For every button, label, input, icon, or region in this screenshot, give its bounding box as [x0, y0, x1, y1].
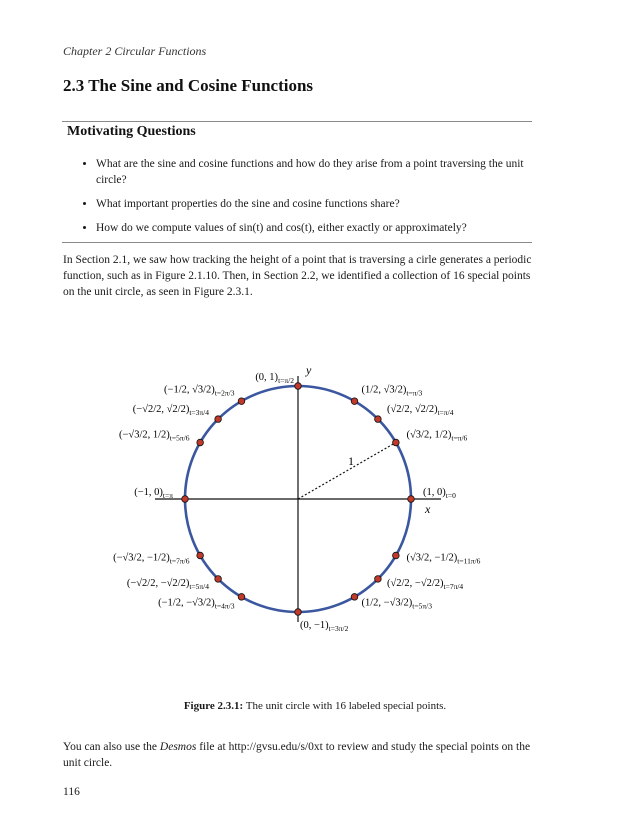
question-item: • What are the sine and cosine functions and how do they arise from a point traversing the unit circle?	[96, 156, 551, 188]
point-t-value: t=π/2	[278, 376, 294, 385]
point-coords: (√3/2, −1/2)	[406, 552, 458, 564]
special-point	[351, 594, 358, 601]
point-t-value: t=3π/4	[189, 408, 210, 418]
special-point	[375, 416, 382, 423]
radius-line	[298, 443, 396, 500]
point-coords: (√2/2, −√2/2)	[386, 577, 444, 589]
point-coords: (√2/2, √2/2)	[386, 404, 438, 416]
caption-text: The unit circle with 16 labeled special points.	[245, 700, 447, 712]
point-coords: (√3/2, 1/2)	[406, 429, 452, 441]
point-t-value: t=0	[445, 491, 456, 500]
point-label	[255, 372, 294, 385]
point-label	[423, 487, 456, 500]
point-t-value: t=7π/6	[169, 556, 190, 566]
x-axis-label: x	[425, 502, 431, 516]
point-t-value: t=π/4	[437, 408, 454, 418]
special-point	[295, 609, 302, 616]
point-t-value: t=11π/6	[457, 556, 481, 566]
special-point	[182, 496, 189, 503]
point-label	[387, 403, 454, 417]
point-label	[127, 577, 209, 591]
point-label	[407, 429, 468, 443]
desmos-app-name: Desmos	[159, 741, 197, 753]
special-point	[197, 552, 204, 559]
point-t-value: t=π	[162, 491, 173, 500]
intro-paragraph: In Section 2.1, we saw how tracking the height of a point that is traversing a cirle generates a periodic function, such as in Figure 2.1.10. Then, in Section 2.2, we identified a collection of 16 special points on the unit circle, as seen in Figure 2.3.1.	[63, 254, 532, 298]
point-coords: (−√2/2, −√2/2)	[126, 577, 190, 589]
point-label	[113, 552, 190, 566]
divider-bottom	[62, 242, 532, 243]
point-label	[362, 383, 423, 397]
special-point	[408, 496, 415, 503]
point-label	[362, 597, 433, 611]
point-label	[133, 403, 209, 417]
special-point	[375, 576, 382, 583]
special-point	[238, 398, 245, 405]
point-label	[134, 487, 173, 500]
point-coords: (1, 0)	[423, 487, 446, 498]
question-item: • What important properties do the sine and cosine functions share?	[96, 196, 551, 212]
point-label	[119, 429, 190, 443]
y-axis-label: y	[306, 363, 312, 377]
motivating-questions-list	[80, 156, 551, 244]
point-t-value: t=3π/2	[328, 624, 349, 633]
point-coords: (1/2, √3/2)	[361, 384, 407, 396]
page-number: 116	[63, 786, 80, 798]
point-coords: (−√2/2, √2/2)	[132, 404, 190, 416]
motivating-questions-title: Motivating Questions	[67, 124, 196, 139]
divider-top	[62, 121, 532, 122]
section-title: 2.3 The Sine and Cosine Functions	[63, 76, 314, 95]
point-coords: (0, −1)	[300, 620, 329, 631]
point-label	[164, 383, 235, 397]
point-t-value: t=5π/3	[412, 601, 432, 611]
special-point	[238, 594, 245, 601]
point-t-value: t=π/6	[451, 433, 468, 443]
caption-label: Figure 2.3.1:	[183, 700, 244, 712]
special-point	[351, 398, 358, 405]
chapter-header: Chapter 2 Circular Functions	[63, 44, 207, 58]
desmos-text-before: You can also use the	[63, 741, 160, 753]
point-label	[387, 577, 463, 591]
point-t-value: t=5π/6	[169, 433, 190, 443]
figure-caption	[0, 700, 630, 712]
special-point	[215, 416, 222, 423]
point-label	[407, 552, 481, 566]
point-t-value: t=5π/4	[189, 581, 210, 591]
desmos-text-after: file at http://gvsu.edu/s/0xt to review and study the special points on the unit circle.	[63, 741, 531, 769]
special-point	[295, 383, 302, 390]
point-coords: (−1, 0)	[134, 487, 163, 498]
point-coords: (−√3/2, 1/2)	[119, 429, 170, 441]
point-label	[158, 597, 235, 611]
point-t-value: t=4π/3	[214, 601, 235, 611]
special-point	[215, 576, 222, 583]
special-point	[197, 439, 204, 446]
point-coords: (−√3/2, −1/2)	[113, 552, 170, 564]
point-coords: (1/2, −√3/2)	[361, 597, 413, 609]
special-point	[393, 439, 400, 446]
point-t-value: t=7π/4	[443, 581, 464, 591]
point-label	[300, 620, 349, 633]
radius-label: 1	[348, 454, 354, 468]
special-point	[393, 552, 400, 559]
point-t-value: t=π/3	[406, 388, 423, 398]
point-coords: (0, 1)	[255, 372, 279, 383]
point-t-value: t=2π/3	[214, 388, 235, 398]
question-item: • How do we compute values of sin(t) and cos(t), either exactly or approximately?	[96, 220, 551, 236]
unit-circle-figure	[100, 355, 530, 655]
desmos-paragraph	[63, 739, 535, 771]
point-coords: (−1/2, √3/2)	[164, 384, 215, 396]
point-coords: (−1/2, −√3/2)	[158, 597, 215, 609]
